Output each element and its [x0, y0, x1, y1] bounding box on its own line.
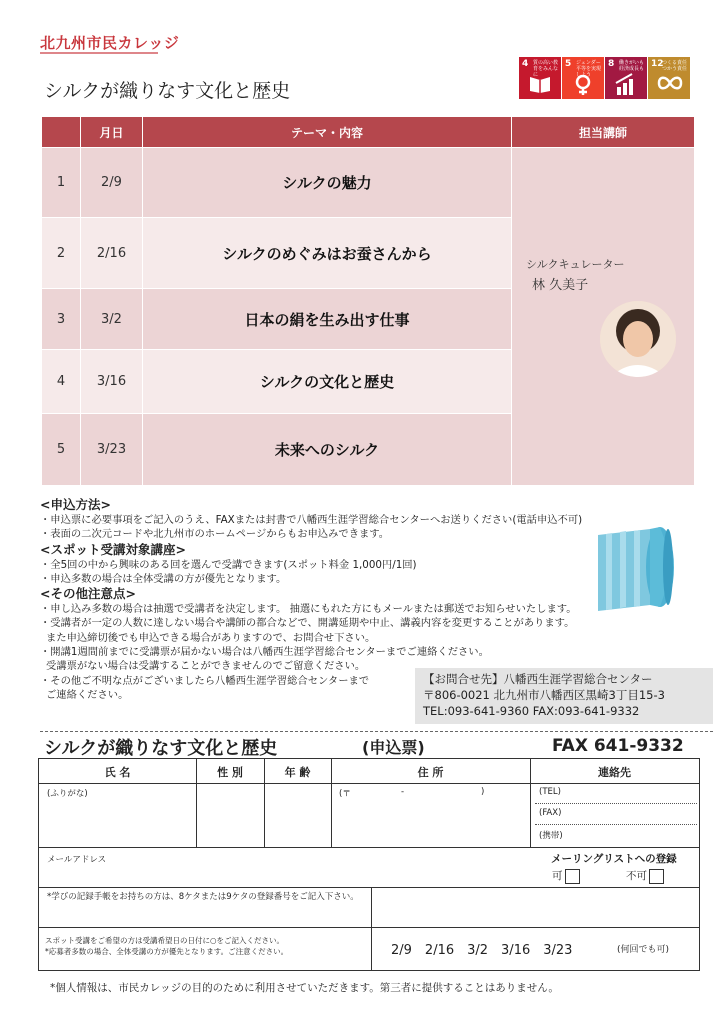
- silk-fabric-illustration: [590, 525, 690, 625]
- form-divider: [39, 927, 699, 928]
- lecturer-photo: [600, 301, 676, 377]
- row-theme: 未来へのシルク: [143, 414, 512, 486]
- spot-any: (何回でも可): [617, 945, 670, 955]
- row-date: 3/23: [81, 414, 143, 486]
- other-line: ・開講1週間前までに受講票が届かない場合は八幡西生涯学習総合センターまでご連絡ください。: [40, 646, 489, 659]
- mailing-yes-label: 可: [552, 870, 563, 882]
- form-divider: [39, 783, 699, 784]
- sdg-badge-4: 4 質の高い教育をみんなに: [519, 57, 561, 99]
- sdg-badge-12: 12 つくる責任つかう責任: [648, 57, 690, 99]
- form-divider: [39, 847, 699, 848]
- row-date: 3/16: [81, 350, 143, 414]
- col-address: 住 所: [417, 766, 444, 779]
- table-header: [42, 117, 695, 148]
- college-logo: 北九州市民カレッジ: [40, 34, 180, 52]
- spot-line: ・全5回の中から興味のある回を選んで受講できます(スポット料金 1,000円/1回): [40, 558, 417, 571]
- row-no: 1: [42, 148, 81, 218]
- other-line: 受講票がない場合は受講することができませんのでご留意ください。: [46, 660, 366, 673]
- col-gender: 性 別: [217, 766, 243, 779]
- row-date: 3/2: [81, 289, 143, 350]
- table-row: [42, 148, 695, 218]
- schedule-table: [41, 116, 695, 486]
- portrait-image: [600, 301, 676, 377]
- email-label: メールアドレス: [47, 855, 107, 865]
- other-line: ・申し込み多数の場合は抽選で受講者を決定します。 抽選にもれた方にもメールまたは郵送でお知らせいたします。: [40, 603, 577, 616]
- other-heading: <その他注意点>: [40, 586, 136, 602]
- other-line: また申込締切後でも申込できる場合がありますので、お問合せ下さい。: [46, 631, 376, 644]
- form-dotted: [535, 803, 697, 804]
- apply-line: ・表面の二次元コードや北九州市のホームページからもお申込みできます。: [40, 528, 390, 541]
- col-contact: 連絡先: [598, 766, 631, 779]
- row-theme: シルクのめぐみはお蚕さんから: [143, 218, 512, 289]
- other-line: ・受講者が一定の人数に達しない場合や講師の都合などで、開講延期や中止、講義内容を変更することがあります。: [40, 617, 575, 630]
- lecturer-role: シルクキュレーター: [526, 258, 625, 271]
- sdg-badges: [519, 57, 690, 99]
- spot-heading: <スポット受講対象講座>: [40, 541, 186, 557]
- logo-underline: [40, 52, 158, 54]
- form-divider: [39, 887, 699, 888]
- contact-address: 〒806-0021 北九州市八幡西区黒崎3丁目15-3: [423, 688, 665, 702]
- lecturer-name: 林 久美子: [532, 278, 589, 293]
- tel-label: (TEL): [539, 787, 561, 797]
- postal-dash: -: [401, 787, 405, 797]
- header-lecturer: 担当講師: [512, 117, 695, 148]
- form-divider: [371, 887, 372, 971]
- header-no: [42, 117, 81, 148]
- other-line: ご連絡ください。: [46, 688, 129, 701]
- fax-number: FAX 641-9332: [552, 736, 684, 756]
- postal-label: (〒: [339, 789, 351, 799]
- form-title: シルクが織りなす文化と歴史: [44, 738, 278, 759]
- application-form: [38, 758, 700, 971]
- mailing-no-label: 不可: [626, 870, 647, 882]
- spot-note-line: *応募者多数の場合、全体受講の方が優先となります。ご注意ください。: [45, 947, 289, 956]
- mailing-no-checkbox[interactable]: [649, 869, 664, 884]
- row-no: 3: [42, 289, 81, 350]
- record-note: *学びの記録手帳をお持ちの方は、8ケタまたは9ケタの登録番号をご記入下さい。: [47, 892, 359, 902]
- contact-title: 【お問合せ先】八幡西生涯学習総合センター: [423, 672, 653, 686]
- mailing-no[interactable]: [626, 868, 664, 884]
- header-theme: テーマ・内容: [143, 117, 512, 148]
- page-title: シルクが織りなす文化と歴史: [44, 80, 291, 102]
- other-line: ・その他ご不明な点がございましたら八幡西生涯学習総合センターまで: [40, 674, 370, 687]
- row-theme: シルクの文化と歴史: [143, 350, 512, 414]
- infinity-icon: [657, 73, 683, 93]
- spot-line: ・申込多数の場合は全体受講の方が優先となります。: [40, 572, 287, 585]
- apply-heading: <申込方法>: [40, 497, 111, 512]
- contact-phone: TEL:093-641-9360 FAX:093-641-9332: [423, 704, 640, 718]
- sdg-badge-5: 5 ジェンダー平等を実現しよう: [562, 57, 604, 99]
- row-no: 2: [42, 218, 81, 289]
- mailing-yes[interactable]: [552, 868, 580, 884]
- form-subtitle: (申込票): [362, 738, 425, 757]
- lecturer-cell: [512, 148, 695, 486]
- col-age: 年 齢: [284, 766, 311, 779]
- privacy-footer: *個人情報は、市民カレッジの目的のために利用させていただきます。第三者に提供することはありません。: [50, 982, 559, 994]
- row-theme: シルクの魅力: [143, 148, 512, 218]
- gender-icon: [571, 73, 595, 95]
- form-dotted: [535, 824, 697, 825]
- row-date: 2/9: [81, 148, 143, 218]
- furigana-label: (ふりがな): [47, 789, 88, 799]
- row-no: 5: [42, 414, 81, 486]
- cut-line: [40, 731, 713, 732]
- row-theme: 日本の絹を生み出す仕事: [143, 289, 512, 350]
- row-date: 2/16: [81, 218, 143, 289]
- spot-note: [45, 935, 369, 957]
- header-date: 月日: [81, 117, 143, 148]
- postal-close: ): [481, 787, 485, 797]
- mailing-heading: メーリングリストへの登録: [551, 853, 677, 865]
- spot-dates[interactable]: 2/9 2/16 3/2 3/16 3/23: [391, 943, 573, 958]
- sdg-badge-8: 8 働きがいも経済成長も: [605, 57, 647, 99]
- contact-box: [415, 668, 713, 724]
- spot-note-line: スポット受講をご希望の方は受講希望日の日付に○をご記入ください。: [45, 936, 285, 945]
- row-no: 4: [42, 350, 81, 414]
- growth-chart-icon: [614, 73, 638, 95]
- mailing-yes-checkbox[interactable]: [565, 869, 580, 884]
- fax-label: (FAX): [539, 808, 562, 818]
- apply-line: ・申込票に必要事項をご記入のうえ、FAXまたは封書で八幡西生涯学習総合センターへお送りください(電話申込不可): [40, 514, 583, 526]
- mobile-label: (携帯): [539, 831, 563, 841]
- book-icon: [528, 73, 552, 93]
- col-name: 氏 名: [104, 766, 131, 779]
